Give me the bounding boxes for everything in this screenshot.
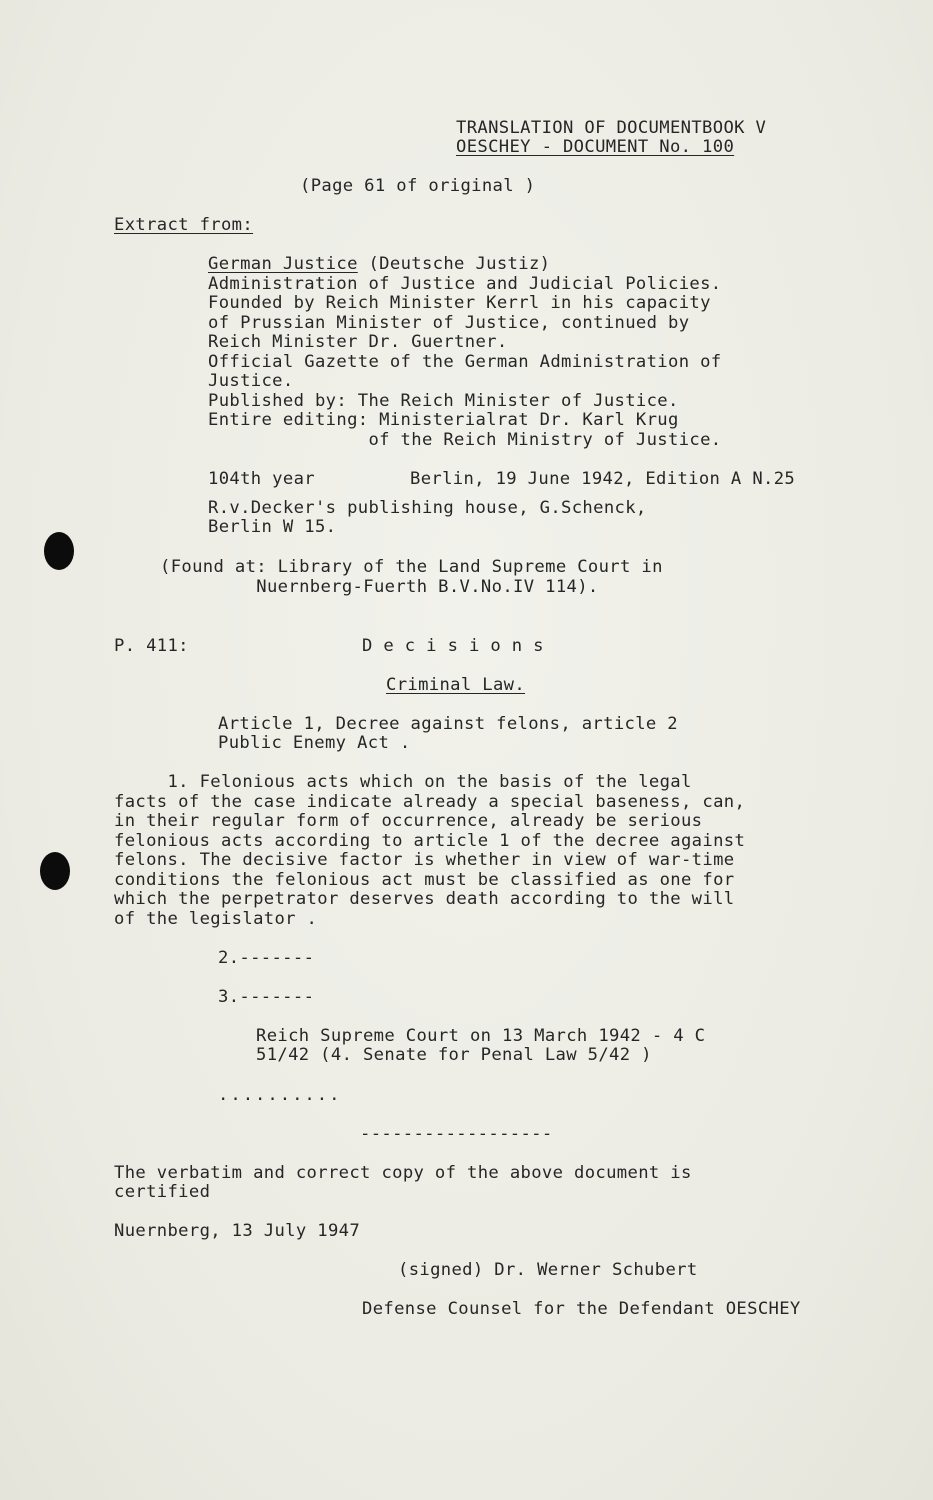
punch-hole-upper — [44, 532, 74, 570]
paragraph-line: which the perpetrator deserves death according to the will — [114, 889, 735, 909]
source-line: Published by: The Reich Minister of Justice. — [208, 391, 679, 411]
extract-label: Extract from: — [114, 215, 254, 235]
ellipsis: .......... — [218, 1085, 342, 1105]
source-title: German Justice — [208, 254, 358, 274]
paragraph-line: felonious acts according to article 1 of the decree against — [114, 831, 746, 851]
decisions-heading: D e c i s i o n s — [362, 636, 544, 656]
page-marker: P. 411: — [114, 636, 189, 656]
source-line: Official Gazette of the German Administration of — [208, 352, 722, 372]
publisher-line: R.v.Decker's publishing house, G.Schenck, — [208, 498, 647, 518]
paragraph-line: of the legislator . — [114, 909, 318, 929]
source-line: Entire editing: Ministerialrat Dr. Karl Krug — [208, 410, 679, 430]
source-line: of the Reich Ministry of Justice. — [208, 430, 722, 450]
court-reference-line: Reich Supreme Court on 13 March 1942 - 4 C — [256, 1026, 706, 1046]
criminal-law-heading: Criminal Law. — [386, 675, 526, 695]
publisher-line: Berlin W 15. — [208, 517, 337, 537]
source-title-line — [208, 255, 550, 275]
court-reference-line: 51/42 (4. Senate for Penal Law 5/42 ) — [256, 1045, 652, 1065]
source-title-rest: (Deutsche Justiz) — [357, 254, 551, 274]
place-and-date: Nuernberg, 13 July 1947 — [114, 1221, 361, 1241]
certification-line: The verbatim and correct copy of the above document is — [114, 1163, 692, 1183]
paragraph-line: 1. Felonious acts which on the basis of the legal — [114, 772, 692, 792]
source-line: Founded by Reich Minister Kerrl in his capacity — [208, 293, 711, 313]
publication-year: 104th year — [208, 469, 315, 489]
signatory-title: Defense Counsel for the Defendant OESCHEY — [362, 1299, 801, 1319]
paragraph-line: conditions the felonious act must be classified as one for — [114, 870, 735, 890]
publication-place-date: Berlin, 19 June 1942, Edition A N.25 — [410, 469, 796, 489]
punch-hole-lower — [40, 852, 70, 890]
source-line: of Prussian Minister of Justice, continued by — [208, 313, 690, 333]
omitted-item-3: 3.------- — [218, 987, 315, 1007]
source-line: Administration of Justice and Judicial Policies. — [208, 274, 722, 294]
page-reference: (Page 61 of original ) — [300, 176, 536, 196]
header-title: TRANSLATION OF DOCUMENTBOOK V — [456, 118, 767, 138]
source-line: Reich Minister Dr. Guertner. — [208, 332, 508, 352]
omitted-item-2: 2.------- — [218, 948, 315, 968]
separator-line: ------------------ — [360, 1124, 553, 1144]
certification-line: certified — [114, 1182, 211, 1202]
signature: (signed) Dr. Werner Schubert — [398, 1260, 698, 1280]
source-line: Justice. — [208, 371, 294, 391]
header-document-number: OESCHEY - DOCUMENT No. 100 — [456, 137, 735, 157]
article-line: Article 1, Decree against felons, article 2 — [218, 714, 679, 734]
found-at-line: Nuernberg-Fuerth B.V.No.IV 114). — [160, 577, 599, 597]
paragraph-line: felons. The decisive factor is whether in view of war-time — [114, 850, 735, 870]
paragraph-line: facts of the case indicate already a special baseness, can, — [114, 792, 746, 812]
article-line: Public Enemy Act . — [218, 733, 411, 753]
found-at-line: (Found at: Library of the Land Supreme Court in — [160, 557, 663, 577]
paragraph-line: in their regular form of occurrence, already be serious — [114, 811, 703, 831]
